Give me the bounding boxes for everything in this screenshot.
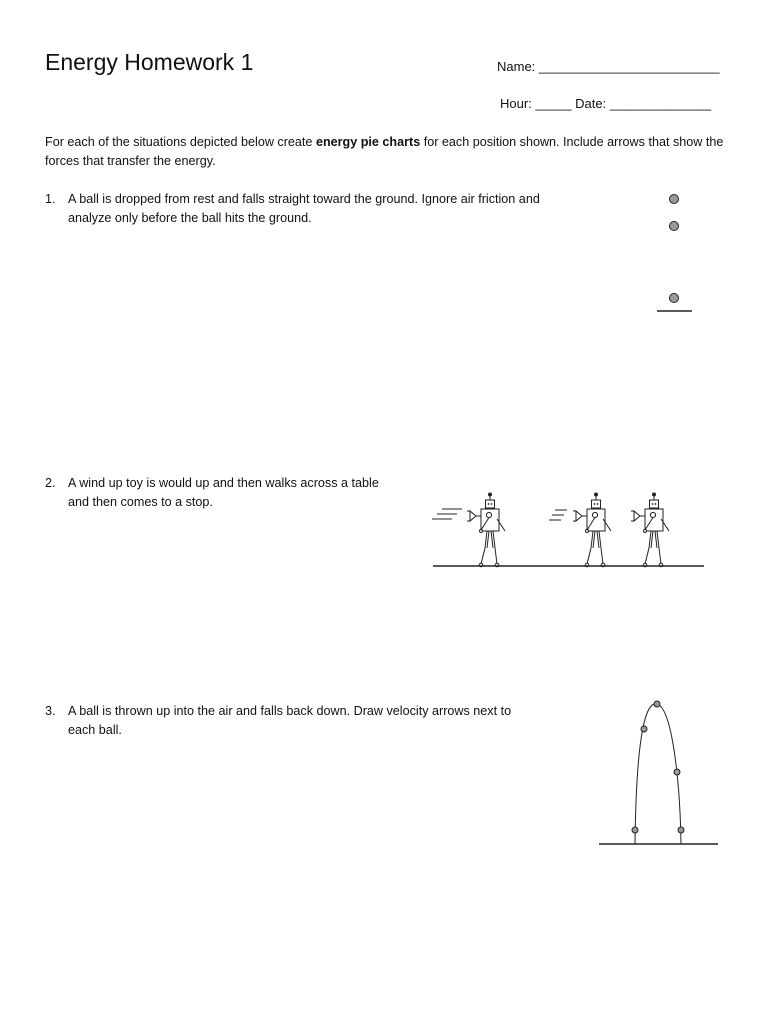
ball-position-3 [670, 294, 679, 303]
name-field-label: Name: _________________________ [497, 59, 720, 74]
question-3-number: 3. [45, 704, 56, 718]
ball-position-2 [670, 222, 679, 231]
instructions-text-end: for each position shown. Include arrows that show the forces that transfer the energy. [45, 135, 724, 168]
motion-lines-2 [549, 510, 567, 520]
thrown-ball-diagram [599, 701, 718, 844]
question-1-line-2: analyze only before the ball hits the ground. [68, 211, 312, 225]
thrown-ball-position-5 [678, 827, 684, 833]
instructions-bold-term: energy pie charts [315, 135, 421, 149]
thrown-ball-position-3 [654, 701, 660, 707]
question-3-line-1: A ball is thrown up into the air and falls back down. Draw velocity arrows next to [68, 704, 512, 718]
question-2-number: 2. [45, 476, 56, 490]
robot-position-3 [631, 493, 669, 567]
question-2-line-1: A wind up toy is would up and then walks across a table [68, 476, 379, 490]
motion-lines-1 [432, 509, 462, 519]
question-3-line-2: each ball. [68, 723, 122, 737]
page-title: Energy Homework 1 [45, 49, 254, 75]
question-1-number: 1. [45, 192, 56, 206]
hour-date-field-label: Hour: _____ Date: ______________ [500, 96, 712, 111]
instructions-text-start: For each of the situations depicted below create [45, 135, 316, 149]
thrown-ball-position-1 [632, 827, 638, 833]
question-1-line-1: A ball is dropped from rest and falls straight toward the ground. Ignore air friction and [68, 192, 540, 206]
ball-position-1 [670, 195, 679, 204]
thrown-ball-position-2 [641, 726, 647, 732]
thrown-ball-position-4 [674, 769, 680, 775]
dropped-ball-diagram [657, 195, 692, 312]
robot-position-1 [467, 493, 505, 567]
robot-position-2 [573, 493, 611, 567]
wind-up-toy-diagram [432, 493, 704, 567]
question-2-line-2: and then comes to a stop. [68, 495, 213, 509]
